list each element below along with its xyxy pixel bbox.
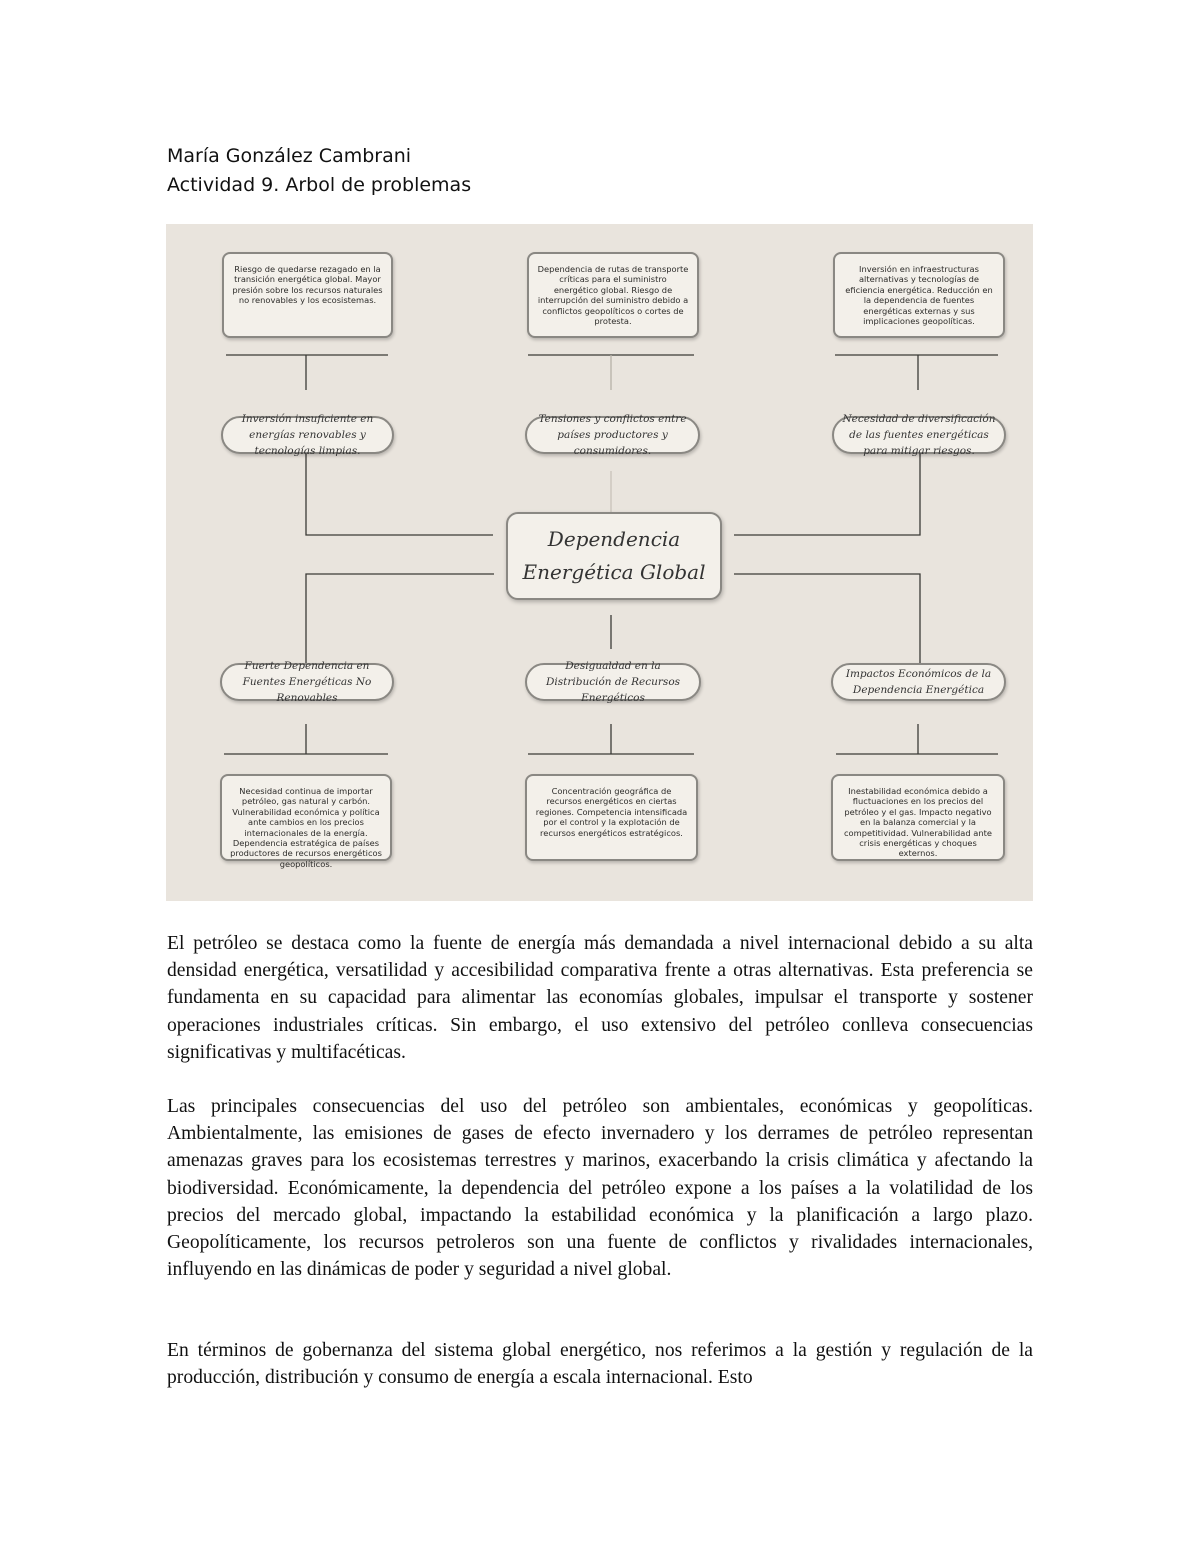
cause-pill-right: Impactos Económicos de la Dependencia Energética: [831, 663, 1006, 701]
central-problem-line2: Energética Global: [522, 560, 706, 584]
cause-pill-middle: Desigualdad en la Distribución de Recursos Energéticos: [525, 663, 701, 701]
left-lower-link: [306, 574, 494, 663]
paragraph-2: Las principales consecuencias del uso del petróleo son ambientales, económicas y geopolíticas. Ambientalmente, las emisiones de gases de efecto invernadero y los derrames de petróleo representan amenazas graves para los ecosistemas terrestres y marinos, exacerbando la crisis climática y afectando la biodiversidad. Económicamente, la dependencia del petróleo expone a los países a la volatilidad de los precios del mercado global, impactando la estabilidad económica y la planificación a largo plazo. Geopolíticamente, los recursos petroleros son una fuente de conflictos y rivalidades internacionales, influyendo en las dinámicas de poder y seguridad a nivel global.: [167, 1096, 1033, 1281]
central-problem: [506, 512, 722, 600]
consequence-box-left: Riesgo de quedarse rezagado en la transición energética global. Mayor presión sobre los recursos naturales no renovables y los ecosistemas.: [222, 252, 393, 338]
left-upper-link: [306, 454, 493, 535]
consequence-box-middle: Dependencia de rutas de transporte críticas para el suministro energético global. Riesgo de interrupción del suministro debido a conflictos geopolíticos o cortes de protesta.: [527, 252, 699, 338]
root-box-right: Inestabilidad económica debido a fluctuaciones en los precios del petróleo y el gas. Impacto negativo en la balanza comercial y la competitividad. Vulnerabilidad ante crisis energéticas y choques externos.: [831, 774, 1005, 861]
root-box-middle: Concentración geográfica de recursos energéticos en ciertas regiones. Competencia intensificada por el control y la explotación de recursos energéticos estratégicos.: [525, 774, 698, 861]
paragraph-3: En términos de gobernanza del sistema global energético, nos referimos a la gestión y regulación de la producción, distribución y consumo de energía a escala internacional. Esto: [167, 1340, 1033, 1389]
activity-title: Actividad 9. Arbol de problemas: [167, 174, 472, 196]
paragraph-1: El petróleo se destaca como la fuente de energía más demandada a nivel internacional debido a su alta densidad energética, versatilidad y accesibilidad comparativa frente a otras alternativas. Esta preferencia se fundamenta en su capacidad para alimentar las economías globales, impulsar el transporte y sostener operaciones industriales críticas. Sin embargo, el uso extensivo del petróleo conlleva consecuencias significativas y multifacéticas.: [167, 933, 1033, 1063]
document-header: [167, 142, 471, 200]
effect-pill-right: Necesidad de diversificación de las fuentes energéticas para mitigar riesgos.: [832, 416, 1006, 454]
right-lower-link: [734, 574, 920, 663]
root-box-left: Necesidad continua de importar petróleo, gas natural y carbón. Vulnerabilidad económica y política ante cambios en los precios internacionales de la energía. Dependencia estratégica de países productores de recursos energéticos geopolíticos.: [220, 774, 392, 861]
problem-tree-diagram: [166, 224, 1033, 901]
effect-pill-middle: Tensiones y conflictos entre países productores y consumidores.: [525, 416, 700, 454]
consequence-box-right: Inversión en infraestructuras alternativas y tecnologías de eficiencia energética. Reducción en la dependencia de fuentes energéticas externas y sus implicaciones geopolíticas.: [833, 252, 1005, 338]
right-upper-link: [734, 454, 920, 535]
cause-pill-left: Fuerte Dependencia en Fuentes Energéticas No Renovables: [220, 663, 394, 701]
central-problem-line1: Dependencia: [547, 527, 681, 551]
effect-pill-left: Inversión insuficiente en energías renovables y tecnologías limpias.: [221, 416, 394, 454]
author-name: María González Cambrani: [167, 145, 412, 167]
